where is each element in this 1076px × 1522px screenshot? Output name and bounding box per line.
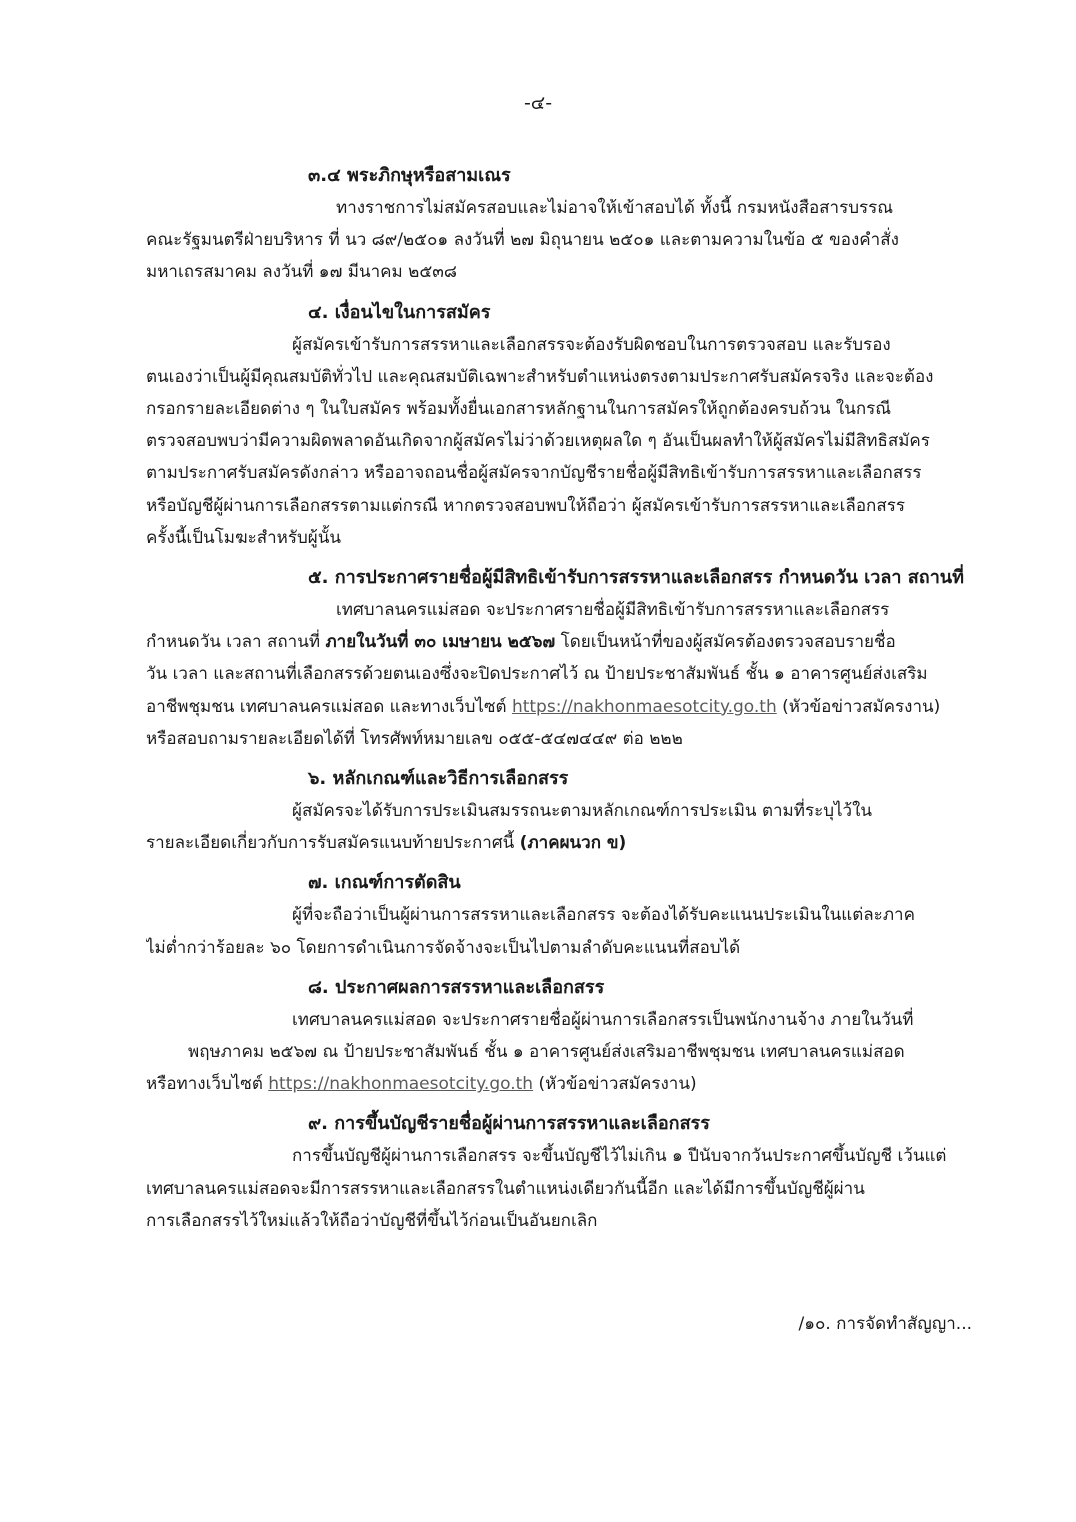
paragraph-line: เทศบาลนครแม่สอด จะประกาศรายชื่อผู้มีสิทธิเข้ารับการสรรหาและเลือกสรร bbox=[336, 600, 890, 621]
section-heading: ๖. หลักเกณฑ์และวิธีการเลือกสรร bbox=[308, 768, 569, 790]
paragraph-line: มหาเถรสมาคม ลงวันที่ ๑๗ มีนาคม ๒๕๓๘ bbox=[146, 262, 457, 283]
section-4 bbox=[146, 297, 972, 554]
document-body bbox=[146, 160, 972, 1237]
section-heading: ๙. การขึ้นบัญชีรายชื่อผู้ผ่านการสรรหาและเลือกสรร bbox=[308, 1113, 710, 1135]
appendix-ref: (ภาคผนวก ข) bbox=[519, 833, 627, 854]
section-heading: ๗. เกณฑ์การตัดสิน bbox=[308, 872, 461, 894]
section-paragraph bbox=[146, 594, 972, 755]
section-heading: ๓.๔ พระภิกษุหรือสามเณร bbox=[308, 165, 511, 186]
paragraph-line: การขึ้นบัญชีผู้ผ่านการเลือกสรร จะขึ้นบัญชีไว้ไม่เกิน ๑ ปีนับจากวันประกาศขึ้นบัญชี เว้นแต่ bbox=[292, 1146, 947, 1167]
paragraph-line: ผู้สมัครจะได้รับการประเมินสมรรถนะตามหลักเกณฑ์การประเมิน ตามที่ระบุไว้ใน bbox=[292, 801, 873, 822]
page-number: -๔- bbox=[523, 92, 553, 114]
website-link[interactable]: https://nakhonmaesotcity.go.th bbox=[268, 1074, 534, 1095]
section-paragraph bbox=[146, 192, 972, 289]
paragraph-line: เทศบาลนครแม่สอด จะประกาศรายชื่อผู้ผ่านการเลือกสรรเป็นพนักงานจ้าง ภายในวันที่ bbox=[292, 1009, 914, 1030]
section-paragraph bbox=[146, 1004, 972, 1101]
announcement-date: ภายในวันที่ ๓๐ เมษายน ๒๕๖๗ bbox=[325, 632, 556, 653]
text-run: รายละเอียดเกี่ยวกับการรับสมัครแนบท้ายประกาศนี้ bbox=[146, 833, 520, 854]
paragraph-line: พฤษภาคม ๒๕๖๗ ณ ป้ายประชาสัมพันธ์ ชั้น ๑ อาคารศูนย์ส่งเสริมอาชีพชุมชน เทศบาลนครแม่สอด bbox=[188, 1042, 905, 1063]
text-run: โดยเป็นหน้าที่ของผู้สมัครต้องตรวจสอบรายชื่อ bbox=[555, 632, 896, 653]
paragraph-line bbox=[146, 626, 972, 658]
paragraph-line bbox=[146, 827, 972, 859]
paragraph-line: ผู้สมัครเข้ารับการสรรหาและเลือกสรรจะต้องรับผิดชอบในการตรวจสอบ และรับรอง bbox=[292, 334, 891, 355]
paragraph-line: การเลือกสรรไว้ใหม่แล้วให้ถือว่าบัญชีที่ขึ้นไว้ก่อนเป็นอันยกเลิก bbox=[146, 1210, 598, 1231]
paragraph-line: ครั้งนี้เป็นโมฆะสำหรับผู้นั้น bbox=[146, 527, 341, 548]
paragraph-line: ทางราชการไม่สมัครสอบและไม่อาจให้เข้าสอบได้ ทั้งนี้ กรมหนังสือสารบรรณ bbox=[336, 198, 894, 218]
paragraph-line: ตรวจสอบพบว่ามีความผิดพลาดอันเกิดจากผู้สมัครไม่ว่าด้วยเหตุผลใด ๆ อันเป็นผลทำให้ผู้สมัครไม่มีสิทธิสมัคร bbox=[146, 431, 930, 452]
text-run: (หัวข้อข่าวสมัครงาน) bbox=[533, 1074, 697, 1095]
text-run: (หัวข้อข่าวสมัครงาน) bbox=[776, 696, 941, 717]
section-5 bbox=[146, 562, 972, 755]
section-8 bbox=[146, 972, 972, 1101]
paragraph-line: เทศบาลนครแม่สอดจะมีการสรรหาและเลือกสรรในตำแหน่งเดียวกันนี้อีก และได้มีการขึ้นบัญชีผู้ผ่าน bbox=[146, 1178, 865, 1199]
section-paragraph bbox=[146, 329, 972, 554]
paragraph-line: ตนเองว่าเป็นผู้มีคุณสมบัติทั่วไป และคุณสมบัติเฉพาะสำหรับตำแหน่งตรงตามประกาศรับสมัครจริง และจะต้อง bbox=[146, 366, 934, 387]
paragraph-line: ผู้ที่จะถือว่าเป็นผู้ผ่านการสรรหาและเลือกสรร จะต้องได้รับคะแนนประเมินในแต่ละภาค bbox=[292, 905, 915, 926]
paragraph-line: กรอกรายละเอียดต่าง ๆ ในใบสมัคร พร้อมทั้งยื่นเอกสารหลักฐานในการสมัครให้ถูกต้องครบถ้วน ในกรณี bbox=[146, 399, 892, 420]
section-6 bbox=[146, 763, 972, 859]
section-3-4 bbox=[146, 160, 972, 289]
paragraph-line: ตามประกาศรับสมัครดังกล่าว หรืออาจถอนชื่อผู้สมัครจากบัญชีรายชื่อผู้มีสิทธิเข้ารับการสรรหาและเลือกสรร bbox=[146, 463, 922, 484]
paragraph-line bbox=[146, 1068, 972, 1100]
section-heading: ๕. การประกาศรายชื่อผู้มีสิทธิเข้ารับการสรรหาและเลือกสรร กำหนดวัน เวลา สถานที่ bbox=[308, 567, 964, 589]
section-paragraph bbox=[146, 795, 972, 859]
text-run: กำหนดวัน เวลา สถานที่ bbox=[146, 632, 326, 653]
paragraph-line: หรือบัญชีผู้ผ่านการเลือกสรรตามแต่กรณี หากตรวจสอบพบให้ถือว่า ผู้สมัครเข้ารับการสรรหาและเลือกสรร bbox=[146, 495, 905, 516]
section-paragraph bbox=[146, 1140, 972, 1237]
text-run: หรือทางเว็บไซต์ bbox=[146, 1074, 269, 1095]
section-heading: ๔. เงื่อนไขในการสมัคร bbox=[308, 301, 491, 323]
paragraph-line: วัน เวลา และสถานที่เลือกสรรด้วยตนเองซึ่งจะปิดประกาศไว้ ณ ป้ายประชาสัมพันธ์ ชั้น ๑ อาคารศูนย์ส่งเสริม bbox=[146, 664, 928, 685]
paragraph-line: ไม่ต่ำกว่าร้อยละ ๖๐ โดยการดำเนินการจัดจ้างจะเป็นไปตามลำดับคะแนนที่สอบได้ bbox=[146, 937, 741, 958]
section-9 bbox=[146, 1108, 972, 1237]
website-link[interactable]: https://nakhonmaesotcity.go.th bbox=[511, 696, 777, 717]
continuation-reference: /๑๐. การจัดทำสัญญา... bbox=[798, 1314, 972, 1334]
text-run: อาชีพชุมชน เทศบาลนครแม่สอด และทางเว็บไซต์ bbox=[146, 696, 512, 717]
paragraph-line bbox=[146, 691, 972, 723]
section-paragraph bbox=[146, 899, 972, 963]
paragraph-line: คณะรัฐมนตรีฝ่ายบริหาร ที่ นว ๘๙/๒๕๐๑ ลงวันที่ ๒๗ มิถุนายน ๒๕๐๑ และตามความในข้อ ๕ ของคำสั่ง bbox=[146, 230, 899, 251]
section-heading: ๘. ประกาศผลการสรรหาและเลือกสรร bbox=[308, 976, 605, 998]
section-7 bbox=[146, 867, 972, 963]
paragraph-line: หรือสอบถามรายละเอียดได้ที่ โทรศัพท์หมายเลข ๐๕๕-๕๔๗๔๔๙ ต่อ ๒๒๒ bbox=[146, 728, 683, 749]
